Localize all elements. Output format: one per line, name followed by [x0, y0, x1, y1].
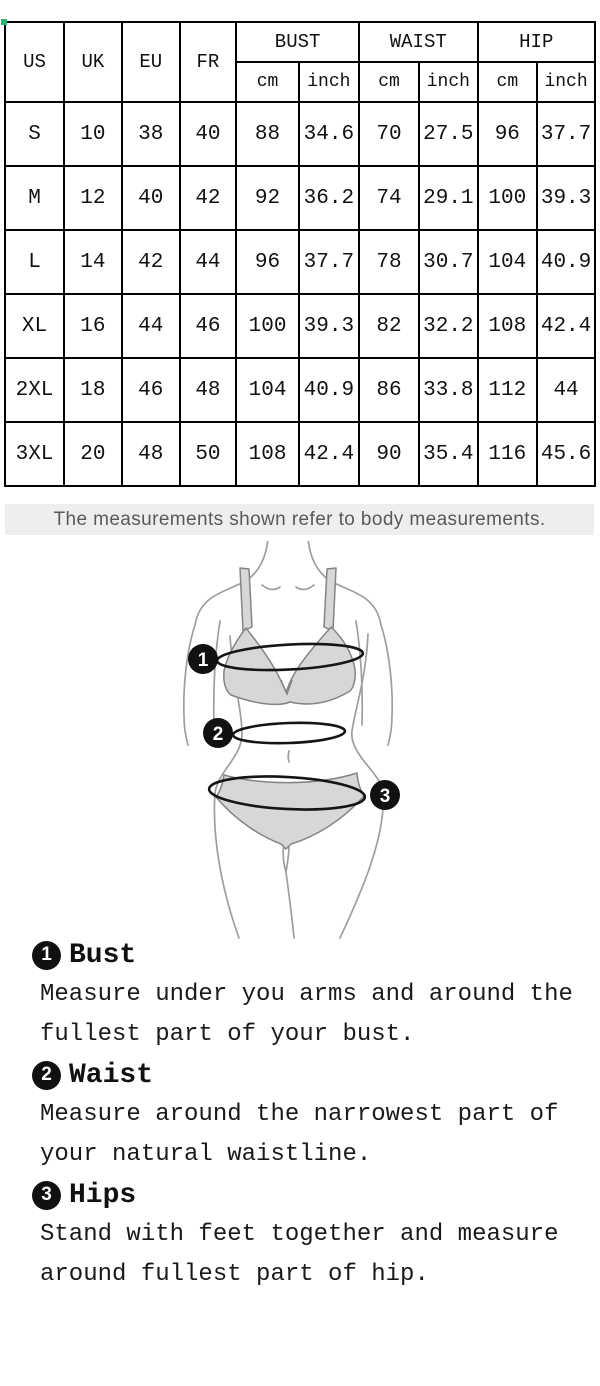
table-cell: 104: [478, 230, 538, 294]
table-cell: 29.1: [419, 166, 477, 230]
table-cell: 33.8: [419, 358, 477, 422]
table-cell: 92: [236, 166, 299, 230]
table-cell: 27.5: [419, 102, 477, 166]
table-cell: 44: [180, 230, 237, 294]
table-cell: 20: [64, 422, 122, 486]
table-cell: 88: [236, 102, 299, 166]
table-row-2xl: [5, 358, 595, 422]
table-cell: 42: [180, 166, 237, 230]
table-cell: 70: [359, 102, 419, 166]
table-cell: 39.3: [537, 166, 595, 230]
table-cell: 48: [122, 422, 180, 486]
table-cell: 12: [64, 166, 122, 230]
table-cell: 42: [122, 230, 180, 294]
table-row-xl: [5, 294, 595, 358]
table-cell: 100: [236, 294, 299, 358]
instruction-text: Stand with feet together and measure around fullest part of hip.: [40, 1221, 559, 1288]
table-cell: 46: [122, 358, 180, 422]
size-cell: 2XL: [5, 358, 64, 422]
waist-number-badge: 2: [32, 1061, 61, 1090]
col-header-us: US: [5, 22, 64, 102]
table-cell: 32.2: [419, 294, 477, 358]
bust-number-badge: 1: [32, 941, 61, 970]
table-cell: 74: [359, 166, 419, 230]
table-cell: 45.6: [537, 422, 595, 486]
table-cell: 86: [359, 358, 419, 422]
table-cell: 30.7: [419, 230, 477, 294]
table-cell: 38: [122, 102, 180, 166]
table-cell: 35.4: [419, 422, 477, 486]
hip-marker-number: 3: [379, 786, 391, 807]
table-cell: 44: [537, 358, 595, 422]
size-chart-table: [4, 21, 596, 487]
table-cell: 46: [180, 294, 237, 358]
instruction-heading-waist: [32, 1055, 582, 1095]
size-cell: S: [5, 102, 64, 166]
instruction-heading-hips: [32, 1175, 582, 1215]
table-cell: 37.7: [299, 230, 359, 294]
table-cell: 104: [236, 358, 299, 422]
col-header-bust: BUST: [236, 22, 359, 62]
bust-marker-number: 1: [197, 650, 209, 671]
table-cell: 34.6: [299, 102, 359, 166]
table-cell: 16: [64, 294, 122, 358]
table-cell: 36.2: [299, 166, 359, 230]
col-header-hip: HIP: [478, 22, 595, 62]
note-text: The measurements shown refer to body measurements.: [53, 509, 546, 530]
table-cell: 100: [478, 166, 538, 230]
table-cell: 14: [64, 230, 122, 294]
table-cell: 48: [180, 358, 237, 422]
table-cell: 90: [359, 422, 419, 486]
table-cell: 42.4: [299, 422, 359, 486]
waist-marker-number: 2: [212, 724, 224, 745]
size-cell: 3XL: [5, 422, 64, 486]
table-cell: 40.9: [299, 358, 359, 422]
instruction-title: Hips: [69, 1179, 137, 1211]
table-cell: 108: [478, 294, 538, 358]
col-header-eu: EU: [122, 22, 180, 102]
table-row-3xl: [5, 422, 595, 486]
table-cell: 96: [478, 102, 538, 166]
size-cell: L: [5, 230, 64, 294]
body-measurement-diagram: [100, 541, 500, 941]
instruction-text: Measure around the narrowest part of your natural waistline.: [40, 1101, 559, 1168]
unit-header-waist-cm: cm: [359, 62, 419, 102]
unit-header-hip-inch: inch: [537, 62, 595, 102]
col-header-uk: UK: [64, 22, 122, 102]
table-cell: 82: [359, 294, 419, 358]
note-banner: [5, 504, 594, 535]
size-cell: M: [5, 166, 64, 230]
size-cell: XL: [5, 294, 64, 358]
table-cell: 37.7: [537, 102, 595, 166]
unit-header-waist-inch: inch: [419, 62, 477, 102]
unit-header-bust-cm: cm: [236, 62, 299, 102]
table-cell: 40: [180, 102, 237, 166]
waist-measure-line: [233, 721, 346, 745]
table-cell: 40.9: [537, 230, 595, 294]
table-row-s: [5, 102, 595, 166]
unit-header-bust-inch: inch: [299, 62, 359, 102]
table-cell: 42.4: [537, 294, 595, 358]
unit-header-hip-cm: cm: [478, 62, 538, 102]
col-header-fr: FR: [180, 22, 237, 102]
table-cell: 96: [236, 230, 299, 294]
measuring-instructions: [0, 935, 600, 1295]
table-cell: 116: [478, 422, 538, 486]
table-cell: 40: [122, 166, 180, 230]
instruction-title: Bust: [69, 939, 137, 971]
table-cell: 10: [64, 102, 122, 166]
col-header-waist: WAIST: [359, 22, 478, 62]
table-cell: 39.3: [299, 294, 359, 358]
table-row-m: [5, 166, 595, 230]
table-cell: 18: [64, 358, 122, 422]
selection-handle-dot: [1, 19, 7, 25]
body-figure-svg: [100, 541, 500, 941]
hips-number-badge: 3: [32, 1181, 61, 1210]
table-cell: 112: [478, 358, 538, 422]
table-cell: 78: [359, 230, 419, 294]
table-cell: 108: [236, 422, 299, 486]
table-row-l: [5, 230, 595, 294]
table-cell: 50: [180, 422, 237, 486]
instruction-text: Measure under you arms and around the fullest part of your bust.: [40, 981, 573, 1048]
instruction-title: Waist: [69, 1059, 154, 1091]
table-cell: 44: [122, 294, 180, 358]
